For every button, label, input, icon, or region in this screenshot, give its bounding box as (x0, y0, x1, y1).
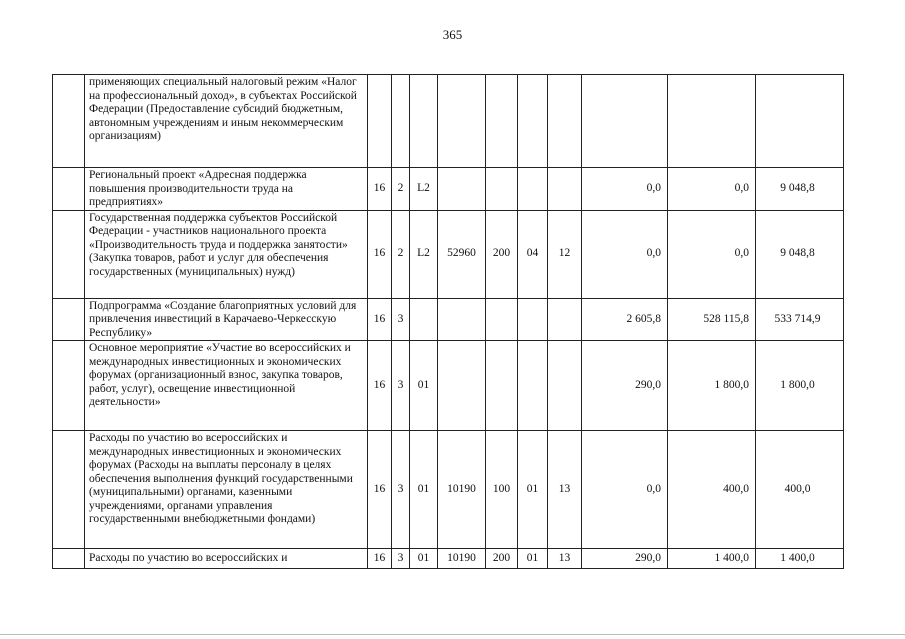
code-cell-c3 (410, 298, 438, 341)
table-row (53, 549, 844, 569)
amount-cell-a3: 400,0 (756, 431, 844, 549)
code-cell-c6 (518, 75, 548, 168)
code-cell-c7: 13 (548, 431, 582, 549)
code-cell-c4 (438, 341, 486, 431)
code-cell-c3: 01 (410, 341, 438, 431)
amount-cell-a3: 9 048,8 (756, 168, 844, 211)
amount-cell-a3: 9 048,8 (756, 210, 844, 298)
amount-cell-a3: 533 714,9 (756, 298, 844, 341)
code-cell-c1: 16 (368, 431, 392, 549)
amount-cell-a1: 0,0 (582, 168, 668, 211)
code-cell-c4: 10190 (438, 549, 486, 569)
table-row (53, 431, 844, 549)
table-row (53, 341, 844, 431)
code-cell-c5: 200 (486, 549, 518, 569)
row-description: Расходы по участию во всероссийских и (85, 549, 368, 569)
amount-cell-a1: 290,0 (582, 549, 668, 569)
code-cell-c4 (438, 75, 486, 168)
row-number-cell (53, 341, 85, 431)
code-cell-c5 (486, 168, 518, 211)
code-cell-c3: L2 (410, 210, 438, 298)
code-cell-c7 (548, 75, 582, 168)
code-cell-c1: 16 (368, 341, 392, 431)
code-cell-c2: 3 (392, 298, 410, 341)
row-number-cell (53, 210, 85, 298)
code-cell-c5 (486, 341, 518, 431)
amount-cell-a1: 2 605,8 (582, 298, 668, 341)
code-cell-c1: 16 (368, 549, 392, 569)
amount-cell-a3: 1 800,0 (756, 341, 844, 431)
code-cell-c3: L2 (410, 168, 438, 211)
amount-cell-a1: 0,0 (582, 431, 668, 549)
code-cell-c7: 12 (548, 210, 582, 298)
code-cell-c4: 10190 (438, 431, 486, 549)
row-description: Расходы по участию во всероссийских и международных инвестиционных и экономических форумах (Расходы на выплаты персоналу в целях обеспечения выполнения функций государственными (муниципальными) органами, казенными учреждениями, органами управления государственными внебюджетными фондами) (85, 431, 368, 549)
code-cell-c2: 3 (392, 549, 410, 569)
amount-cell-a3: 1 400,0 (756, 549, 844, 569)
code-cell-c7 (548, 298, 582, 341)
code-cell-c2: 2 (392, 168, 410, 211)
code-cell-c1 (368, 75, 392, 168)
amount-cell-a3 (756, 75, 844, 168)
page-number: 365 (442, 27, 463, 42)
code-cell-c2: 3 (392, 431, 410, 549)
budget-table (52, 74, 844, 569)
code-cell-c6 (518, 168, 548, 211)
code-cell-c1: 16 (368, 168, 392, 211)
code-cell-c4 (438, 168, 486, 211)
code-cell-c4 (438, 298, 486, 341)
amount-cell-a2: 0,0 (668, 210, 756, 298)
amount-cell-a2: 1 800,0 (668, 341, 756, 431)
row-description: Подпрограмма «Создание благоприятных условий для привлечения инвестиций в Карачаево-Черкесскую Республику» (85, 298, 368, 341)
code-cell-c7 (548, 168, 582, 211)
amount-cell-a2: 400,0 (668, 431, 756, 549)
code-cell-c5: 100 (486, 431, 518, 549)
code-cell-c5 (486, 298, 518, 341)
table-row (53, 210, 844, 298)
code-cell-c6 (518, 341, 548, 431)
page-bottom-edge (0, 634, 905, 635)
amount-cell-a1: 0,0 (582, 210, 668, 298)
row-description: Основное мероприятие «Участие во всероссийских и международных инвестиционных и экономических форумах (организационный взнос, закупка товаров, работ, услуг), освещение инвестиционной деятельности» (85, 341, 368, 431)
row-description: Региональный проект «Адресная поддержка повышения производительности труда на предприятиях» (85, 168, 368, 211)
code-cell-c4: 52960 (438, 210, 486, 298)
code-cell-c1: 16 (368, 210, 392, 298)
table-row (53, 298, 844, 341)
amount-cell-a1 (582, 75, 668, 168)
amount-cell-a2: 0,0 (668, 168, 756, 211)
code-cell-c7 (548, 341, 582, 431)
amount-cell-a1: 290,0 (582, 341, 668, 431)
code-cell-c5: 200 (486, 210, 518, 298)
table-row (53, 75, 844, 168)
code-cell-c2: 2 (392, 210, 410, 298)
row-number-cell (53, 431, 85, 549)
row-number-cell (53, 168, 85, 211)
row-description: Государственная поддержка субъектов Российской Федерации - участников национального проекта «Производительность труда и поддержка занятости» (Закупка товаров, работ и услуг для обеспечения государственных (муниципальных) нужд) (85, 210, 368, 298)
code-cell-c3 (410, 75, 438, 168)
amount-cell-a2: 528 115,8 (668, 298, 756, 341)
code-cell-c3: 01 (410, 549, 438, 569)
row-number-cell (53, 549, 85, 569)
code-cell-c6: 04 (518, 210, 548, 298)
row-number-cell (53, 298, 85, 341)
table-row (53, 168, 844, 211)
code-cell-c5 (486, 75, 518, 168)
code-cell-c6: 01 (518, 431, 548, 549)
amount-cell-a2: 1 400,0 (668, 549, 756, 569)
code-cell-c2 (392, 75, 410, 168)
code-cell-c7: 13 (548, 549, 582, 569)
amount-cell-a2 (668, 75, 756, 168)
code-cell-c6 (518, 298, 548, 341)
row-description: применяющих специальный налоговый режим «Налог на профессиональный доход», в субъектах Российской Федерации (Предоставление субсидий бюджетным, автономным учреждениям и иным некоммерческим организациям) (85, 75, 368, 168)
row-number-cell (53, 75, 85, 168)
code-cell-c6: 01 (518, 549, 548, 569)
code-cell-c2: 3 (392, 341, 410, 431)
code-cell-c3: 01 (410, 431, 438, 549)
code-cell-c1: 16 (368, 298, 392, 341)
